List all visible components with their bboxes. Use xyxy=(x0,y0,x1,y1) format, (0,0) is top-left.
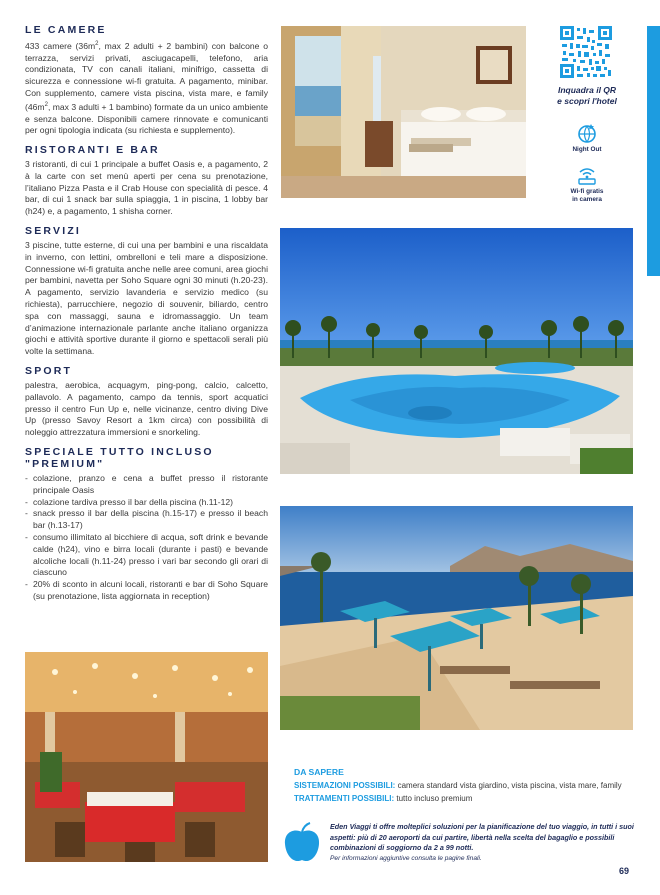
wifi-room-icon xyxy=(576,164,598,186)
qr-code[interactable] xyxy=(560,26,612,78)
section-title-ristoranti: RISTORANTI E BAR xyxy=(25,144,160,157)
section-title-speciale-premium: "PREMIUM" xyxy=(25,458,105,471)
list-item: - colazione tardiva presso il bar della piscina (h.11-12) xyxy=(25,497,268,509)
badge-wifi-room: Wi-fi gratis in camera xyxy=(548,164,626,203)
trattamenti-line: TRATTAMENTI POSSIBILI: tutto incluso premium xyxy=(294,794,473,803)
list-item: - snack presso il bar della piscina (h.15-17) e presso il beach bar (h.13-17) xyxy=(25,508,268,532)
night-out-icon xyxy=(576,122,598,144)
photo-beach xyxy=(280,506,633,730)
badge-night-out: Night Out xyxy=(548,122,626,154)
photo-restaurant xyxy=(25,652,268,862)
section-servizi xyxy=(25,225,268,358)
speciale-list xyxy=(25,473,268,603)
section-title-servizi: SERVIZI xyxy=(25,225,82,238)
section-text-servizi: 3 piscine, tutte esterne, di cui una per bambini e una riscaldata in inverno, con lettini, ombrelloni e teli mare a disposizione. Connessione wi-fi gratuita anche nelle aree comuni, area giochi per bambini, navetta per Soho Square ogni 30 minuti (h.20-23). A pagamento, servizio lavanderia e servizio medico (su richiesta), parrucchiere, negozio di souvenir, biliardo, centro spa con massaggi, sauna e idromassaggio. Un team d’animazione internazionale parlante anche italiano organizza giochi e attività sportive durante il giorno e spettacoli serali più volte la settimana. xyxy=(25,240,268,357)
list-item: - 20% di sconto in alcuni locali, ristoranti e bar di Soho Square (su prenotazione, lista aggiornata in reception) xyxy=(25,579,268,603)
section-ristoranti xyxy=(25,144,268,218)
eden-apple-logo xyxy=(282,822,322,864)
promo-text: Eden Viaggi ti offre molteplici soluzioni per la pianificazione del tuo viaggio, in tutti i suoi aspetti: più di 20 aeroporti da cui partire, libertà nella scelta del bagaglio e possibili combinazioni di soggiorno da 2 a 99 notti. Per informazioni aggiuntive consulta le pagine finali. xyxy=(330,822,634,862)
list-item: - consumo illimitato al bicchiere di acqua, soft drink e bevande calde (h24), vino e birra locali (durante i pasti) e bevande alcoliche locali (h.11-24) presso i vari bar secondo gli orari di ciascuno xyxy=(25,532,268,579)
photo-pool xyxy=(280,228,633,474)
section-title-speciale: SPECIALE TUTTO INCLUSO xyxy=(25,446,214,459)
page-number: 69 xyxy=(619,866,630,876)
section-sport xyxy=(25,365,268,439)
side-color-strip xyxy=(647,26,660,276)
text-column xyxy=(25,24,268,603)
da-sapere-heading: DA SAPERE xyxy=(294,767,344,777)
section-title-camere: LE CAMERE xyxy=(25,24,107,36)
da-sapere-box xyxy=(294,766,644,805)
section-camere xyxy=(25,24,268,137)
qr-caption: Inquadra il QR e scopri l'hotel xyxy=(557,85,617,106)
section-speciale xyxy=(25,446,268,603)
section-text-ristoranti: 3 ristoranti, di cui 1 principale a buffet Oasis e, a pagamento, 2 à la carte con set menù aperti per cena su prenotazione, l’italiano Pizza Pasta e il Crab House con specialità di pesce. 4 bar, di cui 1 snack bar sulla spiaggia, 1 in piscina, 1 lobby bar (h24) e, a pagamento, 1 shisha corner. xyxy=(25,159,268,217)
section-text-camere: 433 camere ($36m^2$, max 2 adulti + 2 bambini) con balcone o terrazza, servizi privati, asciugacapelli, telefono, aria condizionata, TV con canali italiani, minifrigo, cassetta di sicurezza e connessione wi-fi gratuita. A pagamento, minibar. Con supplemento, camere vista piscina, vista mare, e family ($46m^2$, max 3 adulti + 1 bambino) formate da un unico ambiente e senza balcone. Disponibili camere rinnovate e comunicanti per ogni tipologia indicata (su richiesta e supplemento). xyxy=(25,40,268,136)
section-title-sport: SPORT xyxy=(25,365,73,378)
list-item: - colazione, pranzo e cena a buffet presso il ristorante principale Oasis xyxy=(25,473,268,497)
section-text-sport: palestra, aerobica, acquagym, ping-pong, calcio, calcetto, pallavolo. A pagamento, campo da tennis, sport acquatici presso il centro Fun Up e, nelle vicinanze, centro diving Dive Up (presso Savoy Resort a 1km circa) con possibilità di noleggio attrezzatura immersioni e snorkeling. xyxy=(25,380,268,438)
sistemazioni-line: SISTEMAZIONI POSSIBILI: camera standard vista giardino, vista piscina, vista mare, family xyxy=(294,781,622,790)
photo-hotel-room xyxy=(281,26,526,198)
